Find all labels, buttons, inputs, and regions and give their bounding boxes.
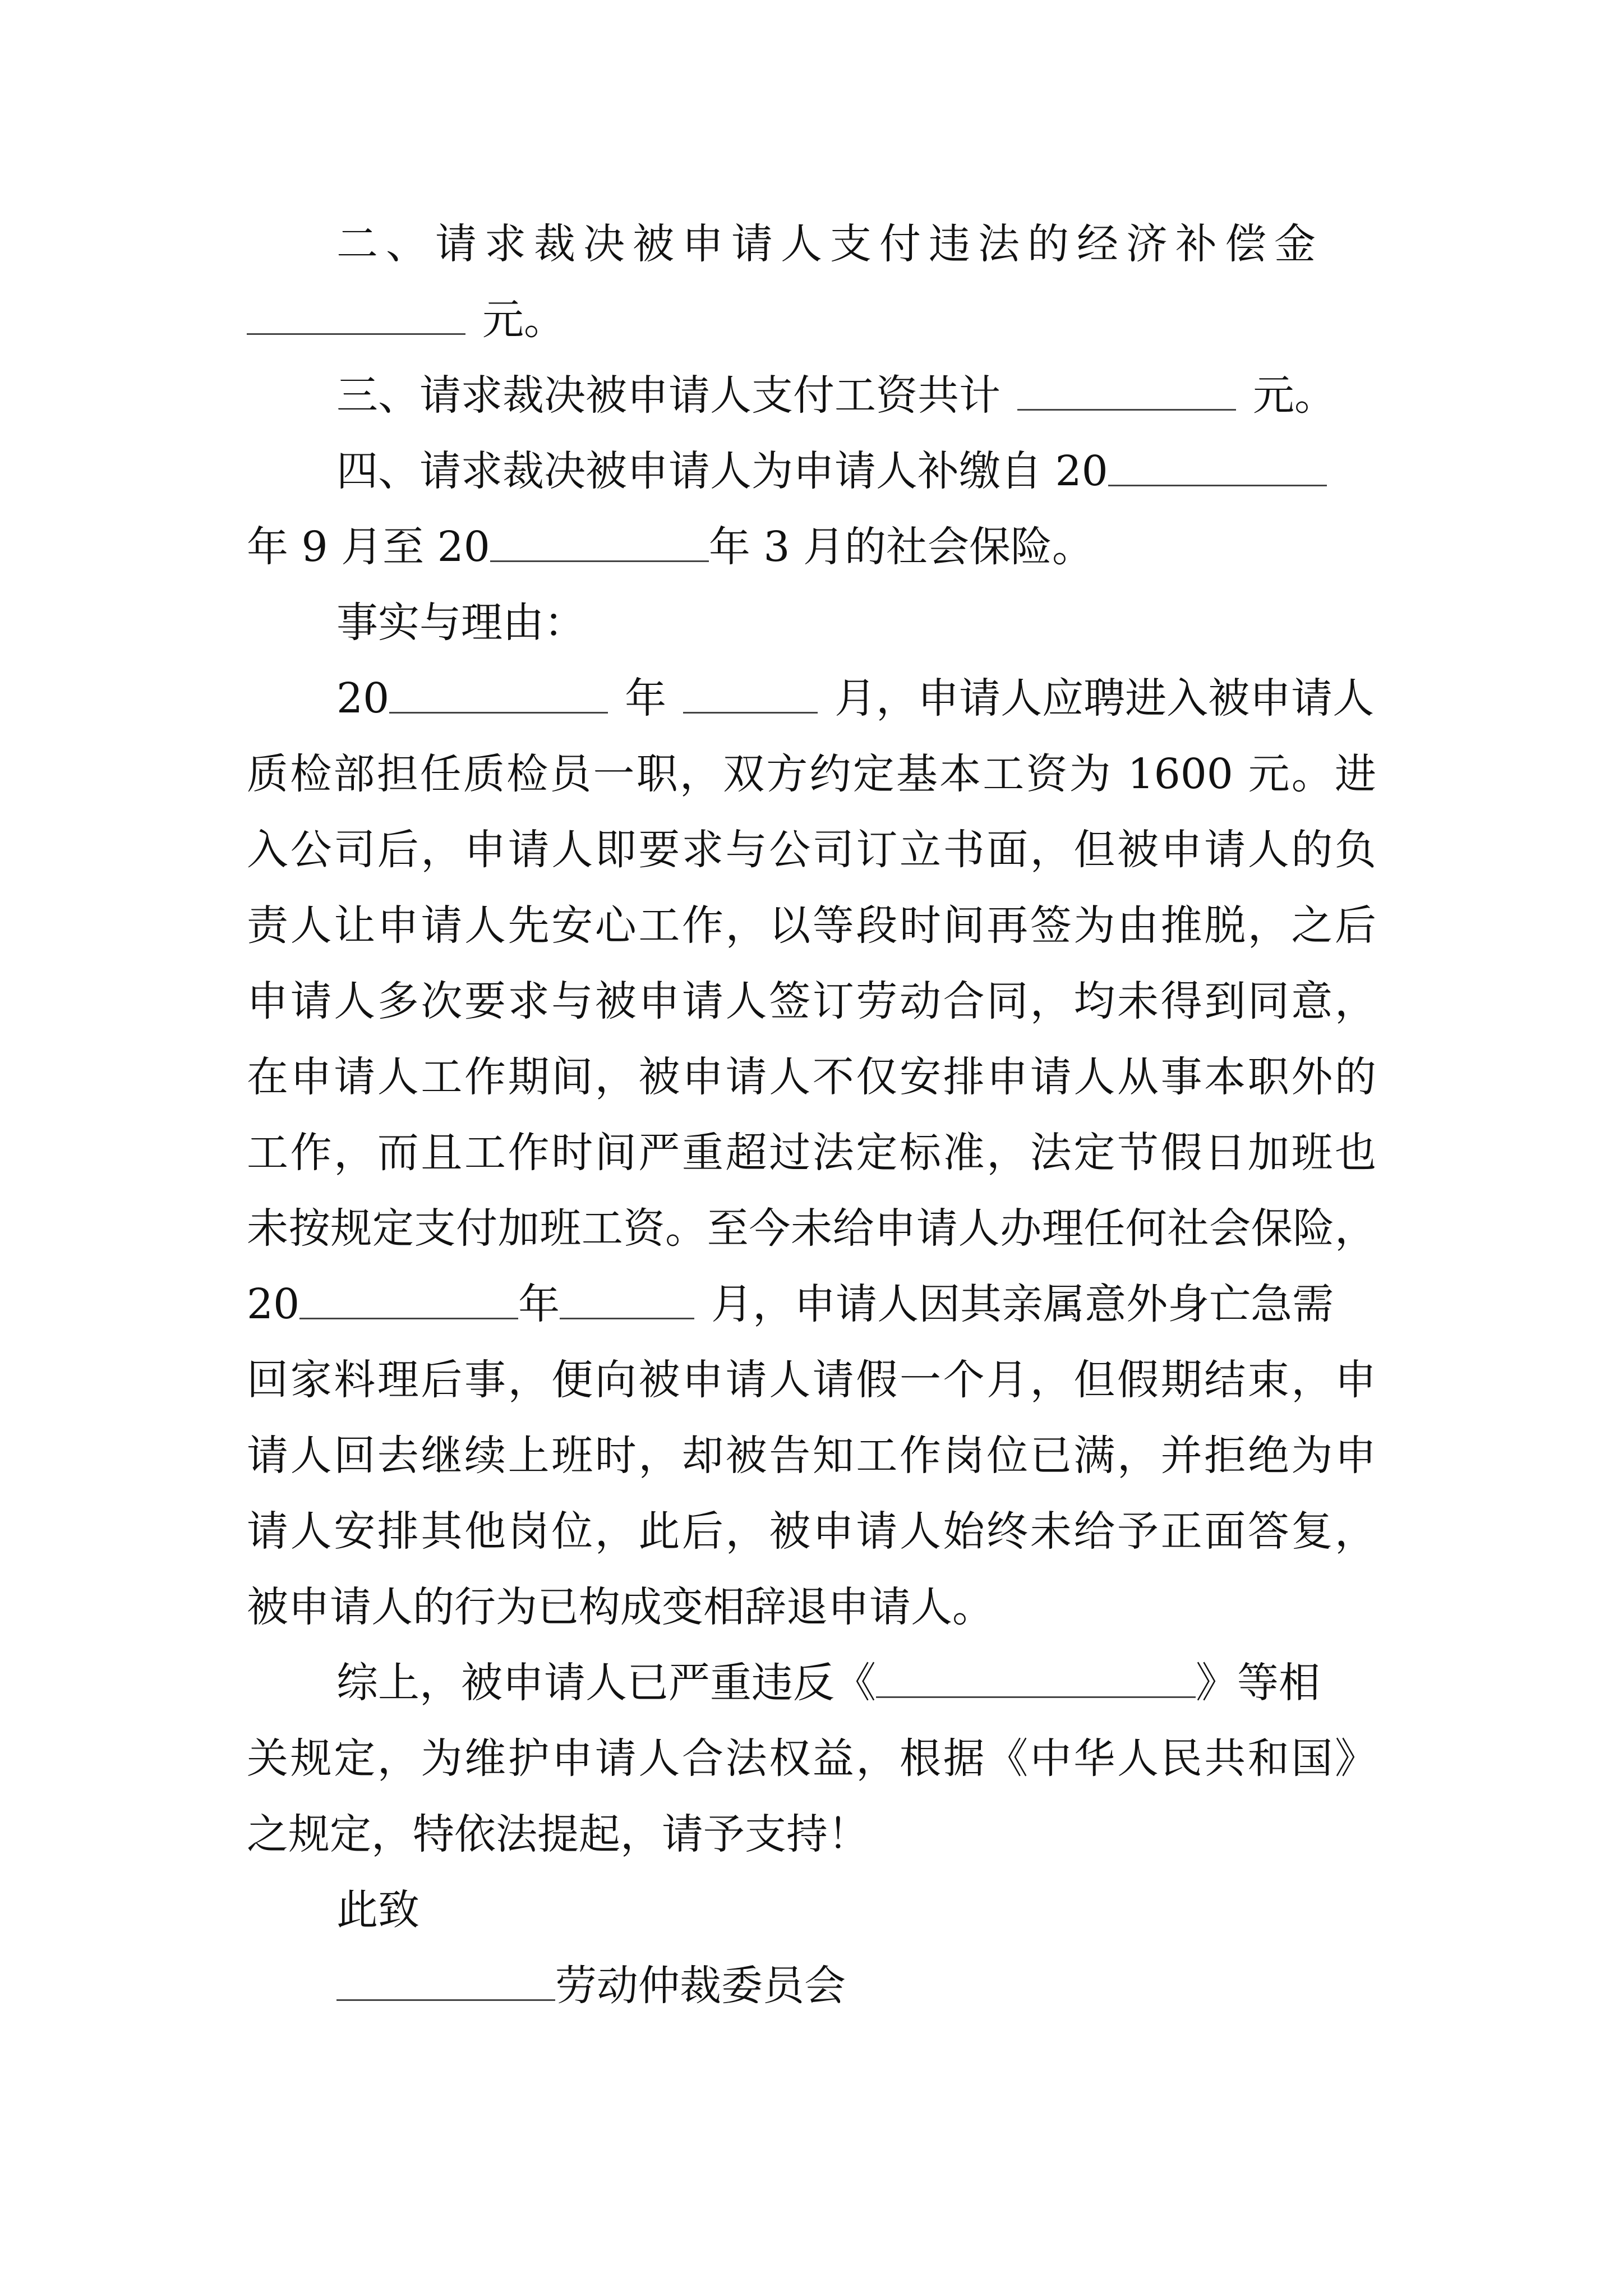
fact-line: 未按规定支付加班工资。至今未给申请人办理任何社会保险， — [247, 1204, 1376, 1253]
hire-year-blank[interactable] — [389, 678, 608, 714]
claim-item-2-suffix: 元。 — [482, 296, 565, 344]
wage-amount-blank[interactable] — [1017, 375, 1236, 411]
claim-item-2-cont — [247, 292, 565, 348]
facts-heading — [336, 595, 585, 651]
leave-year-prefix: 20 — [247, 1280, 300, 1328]
fact-line: 工作，而且工作时间严重超过法定标准，法定节假日加班也 — [247, 1129, 1376, 1177]
summary-text-b: 》等相 — [1196, 1659, 1320, 1707]
claim-item-3-suffix: 元。 — [1253, 371, 1336, 420]
claim-item-3 — [336, 367, 1336, 424]
closing-text: 此致 — [336, 1886, 419, 1934]
closing-salutation — [336, 1882, 419, 1938]
summary-line-2: 关规定，为维护申请人合法权益，根据《中华人民共和国》 — [247, 1734, 1376, 1783]
claim-item-3-text: 三、请求裁决被申请人支付工资共计 — [336, 371, 1000, 420]
claim-item-4-suffix: 年 3 月的社会保险。 — [708, 523, 1094, 571]
claim-item-2 — [336, 216, 1324, 272]
fact-leave-line — [247, 1276, 1334, 1332]
hire-month-blank[interactable] — [683, 678, 818, 714]
summary-line-1 — [336, 1655, 1320, 1711]
fact-line: 请人回去继续上班时，却被告知工作岗位已满，并拒绝为申 — [247, 1432, 1376, 1480]
claim-item-4 — [336, 443, 1327, 499]
fact-line: 责人让申请人先安心工作，以等段时间再签为由推脱，之后 — [247, 901, 1376, 950]
amount-blank[interactable] — [247, 300, 465, 335]
summary-line-3: 之规定，特依法提起，请予支持！ — [247, 1810, 869, 1858]
fact-line: 回家料理后事，便向被申请人请假一个月，但假期结束，申 — [247, 1356, 1376, 1404]
addressee-line — [336, 1958, 846, 2014]
fact-line-text: 月，申请人应聘进入被申请人 — [834, 674, 1375, 723]
facts-heading-text: 事实与理由： — [336, 599, 585, 647]
fact-line: 在申请人工作期间，被申请人不仅安排申请人从事本职外的 — [247, 1053, 1376, 1101]
claim-item-2-text: 二、请求裁决被申请人支付违法的经济补偿金 — [336, 220, 1324, 268]
leave-year-blank[interactable] — [299, 1284, 518, 1319]
leave-line-text: 月，申请人因其亲属意外身亡急需 — [711, 1280, 1334, 1328]
fact-line: 请人安排其他岗位，此后，被申请人始终未给予正面答复， — [247, 1507, 1376, 1556]
law-name-blank[interactable] — [876, 1663, 1196, 1698]
fact-line: 质检部担任质检员一职，双方约定基本工资为 1600 元。进 — [247, 750, 1376, 798]
fact-line: 被申请人的行为已构成变相辞退申请人。 — [247, 1583, 994, 1631]
fact-line: 入公司后，申请人即要求与公司订立书面，但被申请人的负 — [247, 826, 1376, 874]
fact-year-prefix: 20 — [336, 674, 390, 723]
claim-item-4-text: 四、请求裁决被申请人为申请人补缴自 20 — [336, 447, 1108, 495]
claim-item-4-cont — [247, 519, 1094, 575]
committee-label: 劳动仲裁委员会 — [555, 1962, 846, 2010]
end-year-blank[interactable] — [490, 527, 709, 562]
fact-paragraph-start — [336, 670, 1374, 726]
leave-year-label: 年 — [518, 1280, 560, 1328]
claim-item-4-mid: 年 9 月至 20 — [247, 523, 490, 571]
fact-line: 申请人多次要求与被申请人签订劳动合同，均未得到同意， — [247, 977, 1376, 1025]
committee-name-blank[interactable] — [336, 1966, 555, 2001]
summary-text-a: 综上，被申请人已严重违反《 — [336, 1659, 876, 1707]
leave-month-blank[interactable] — [560, 1284, 694, 1319]
start-year-blank[interactable] — [1108, 451, 1327, 486]
fact-year-label: 年 — [625, 674, 667, 723]
